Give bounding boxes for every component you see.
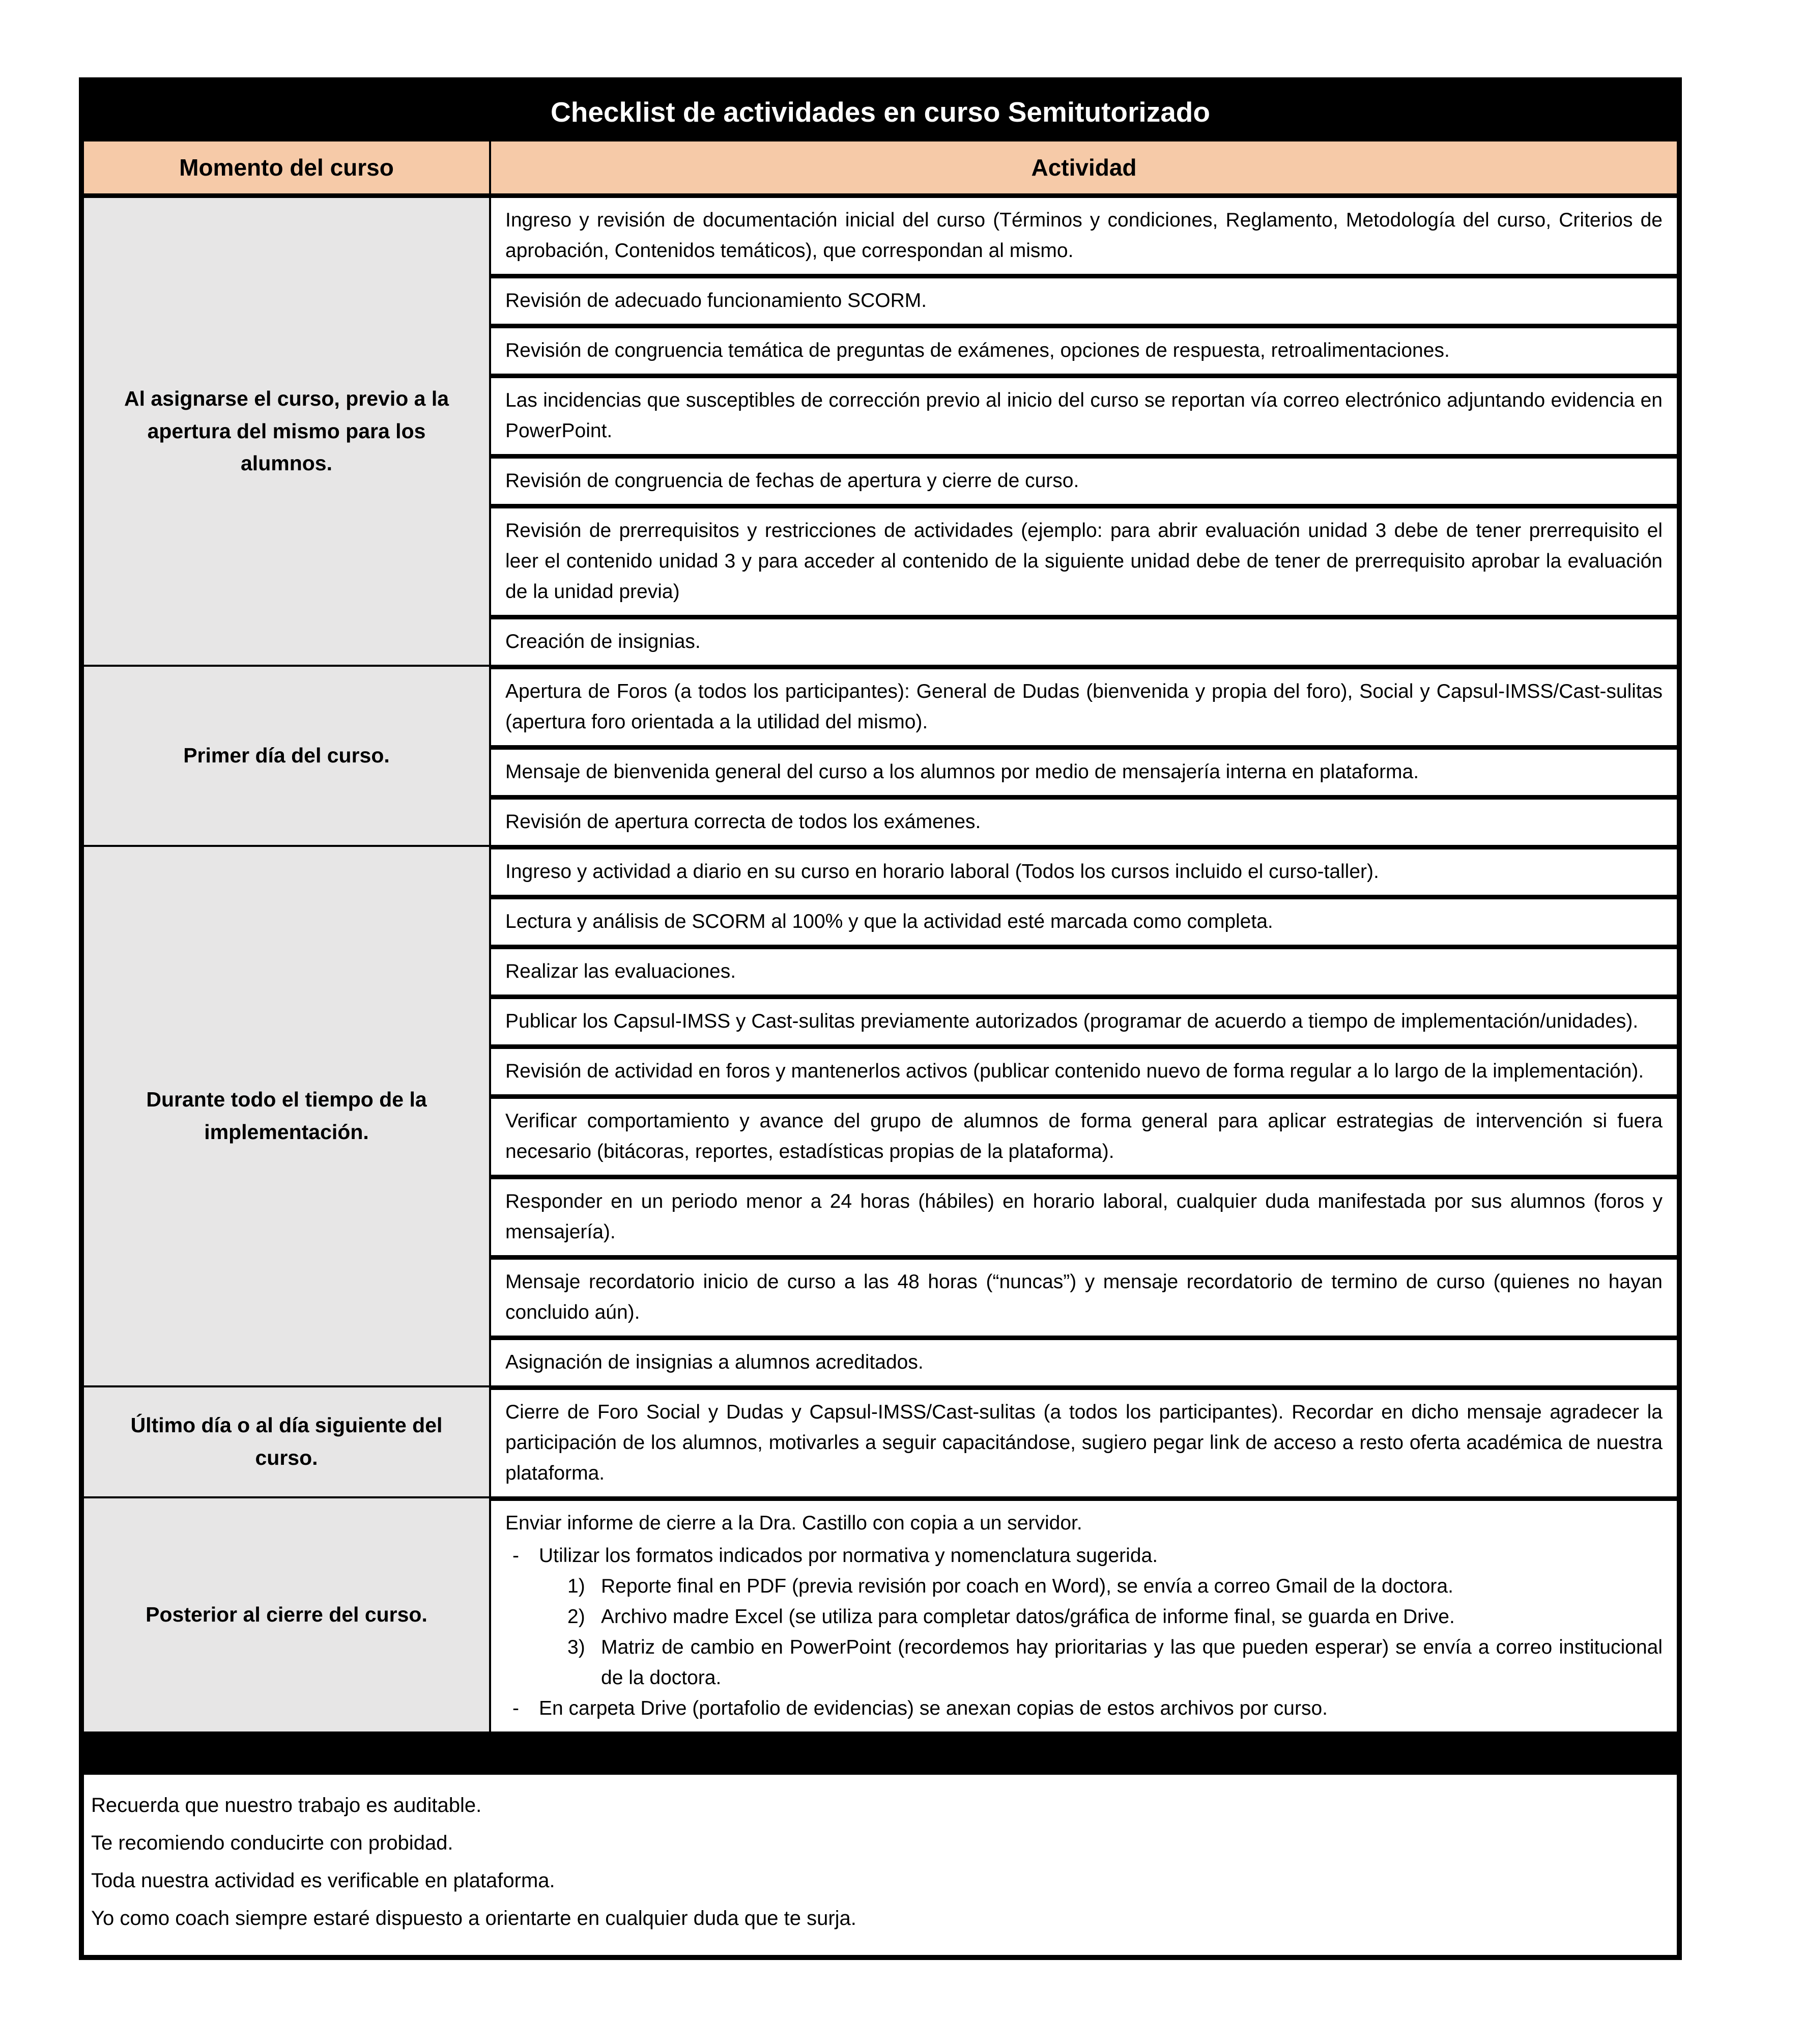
list-item	[505, 1571, 1663, 1602]
activity-cell: Mensaje de bienvenida general del curso a los alumnos por medio de mensajería interna en plataforma.	[491, 745, 1677, 795]
list-item-text: En carpeta Drive (portafolio de evidencias) se anexan copias de estos archivos por curso.	[539, 1697, 1328, 1719]
row-group-ultimo-dia	[84, 1385, 1677, 1496]
activity-cell: Revisión de prerrequisitos y restricciones de actividades (ejemplo: para abrir evaluación unidad 3 debe de tener prerrequisito el leer el contenido unidad 3 y para acceder al contenido de la siguiente unidad debe de tener de prerrequisito aprobar la evaluación de la unidad previa)	[491, 504, 1677, 615]
moment-cell: Posterior al cierre del curso.	[84, 1496, 491, 1731]
dash-bullet: -	[512, 1545, 519, 1567]
list-item-text: Matriz de cambio en PowerPoint (recordemos hay prioritarias y las que pueden esperar) se envía a correo institucional de la doctora.	[601, 1636, 1663, 1689]
number-marker: 2)	[567, 1606, 585, 1628]
footer-note: Yo como coach siempre estaré dispuesto a orientarte en cualquier duda que te surja.	[91, 1907, 856, 1929]
activity-cell: Mensaje recordatorio inicio de curso a las 48 horas (“nuncas”) y mensaje recordatorio de termino de curso (quienes no hayan concluido aún).	[491, 1255, 1677, 1336]
row-group-al-asignarse	[84, 198, 1677, 665]
list-item	[505, 1632, 1663, 1693]
activity-cell: Revisión de adecuado funcionamiento SCORM.	[491, 274, 1677, 324]
activity-cell: Asignación de insignias a alumnos acreditados.	[491, 1336, 1677, 1385]
activity-list	[491, 665, 1677, 845]
number-marker: 3)	[567, 1636, 585, 1658]
checklist-table	[79, 77, 1682, 1960]
section-divider-bar	[84, 1731, 1677, 1775]
number-marker: 1)	[567, 1575, 585, 1597]
activity-list	[491, 1496, 1677, 1731]
activity-list	[491, 1385, 1677, 1496]
footer-note: Toda nuestra actividad es verificable en plataforma.	[91, 1869, 555, 1892]
footer-note: Recuerda que nuestro trabajo es auditable.	[91, 1794, 482, 1816]
activity-cell: Responder en un periodo menor a 24 horas (hábiles) en horario laboral, cualquier duda manifestada por sus alumnos (foros y mensajería).	[491, 1175, 1677, 1255]
moment-cell: Último día o al día siguiente del curso.	[84, 1385, 491, 1496]
moment-cell: Primer día del curso.	[84, 665, 491, 845]
column-header-actividad: Actividad	[1031, 154, 1137, 181]
row-group-posterior-cierre	[84, 1496, 1677, 1731]
list-item-text: Archivo madre Excel (se utiliza para completar datos/gráfica de informe final, se guarda en Drive.	[601, 1606, 1455, 1628]
document-title: Checklist de actividades en curso Semitutorizado	[551, 96, 1210, 128]
activity-list	[491, 198, 1677, 665]
list-item-text: Reporte final en PDF (previa revisión por coach en Word), se envía a correo Gmail de la doctora.	[601, 1575, 1453, 1597]
footer-notes	[84, 1775, 1677, 1955]
activity-cell: Revisión de congruencia de fechas de apertura y cierre de curso.	[491, 454, 1677, 504]
activity-cell: Las incidencias que susceptibles de corrección previo al inicio del curso se reportan vía correo electrónico adjuntando evidencia en PowerPoint.	[491, 374, 1677, 454]
moment-cell: Durante todo el tiempo de la implementación.	[84, 845, 491, 1385]
activity-cell: Revisión de actividad en foros y mantenerlos activos (publicar contenido nuevo de forma regular a lo largo de la implementación).	[491, 1044, 1677, 1094]
row-group-primer-dia	[84, 665, 1677, 845]
posterior-intro: Enviar informe de cierre a la Dra. Castillo con copia a un servidor.	[505, 1512, 1082, 1534]
activity-cell: Revisión de congruencia temática de preguntas de exámenes, opciones de respuesta, retroalimentaciones.	[491, 324, 1677, 374]
moment-cell: Al asignarse el curso, previo a la apertura del mismo para los alumnos.	[84, 198, 491, 665]
activity-cell: Apertura de Foros (a todos los participantes): General de Dudas (bienvenida y propia del foro), Social y Capsul-IMSS/Cast-sulitas (apertura foro orientada a la utilidad del mismo).	[491, 669, 1677, 745]
activity-list	[491, 845, 1677, 1385]
activity-cell: Ingreso y revisión de documentación inicial del curso (Términos y condiciones, Reglamento, Metodología del curso, Criterios de aprobación, Contenidos temáticos), que correspondan al mismo.	[491, 198, 1677, 274]
list-item	[505, 1602, 1663, 1632]
table-header-row	[84, 141, 1677, 198]
list-item-text: Utilizar los formatos indicados por normativa y nomenclatura sugerida.	[539, 1545, 1158, 1567]
column-header-momento: Momento del curso	[84, 141, 491, 193]
activity-cell: Cierre de Foro Social y Dudas y Capsul-IMSS/Cast-sulitas (a todos los participantes). Recordar en dicho mensaje agradecer la participación de los alumnos, motivarles a seguir capacitándose, sugiero pegar link de acceso a resto oferta académica de nuestra plataforma.	[491, 1390, 1677, 1496]
list-item	[505, 1693, 1663, 1724]
title-bar	[84, 82, 1677, 141]
activity-cell: Publicar los Capsul-IMSS y Cast-sulitas previamente autorizados (programar de acuerdo a tiempo de implementación/unidades).	[491, 995, 1677, 1044]
activity-cell-posterior	[491, 1501, 1677, 1731]
activity-cell: Verificar comportamiento y avance del grupo de alumnos de forma general para aplicar estrategias de intervención si fuera necesario (bitácoras, reportes, estadísticas propias de la plataforma).	[491, 1094, 1677, 1175]
dash-bullet: -	[512, 1697, 519, 1719]
activity-cell: Creación de insignias.	[491, 615, 1677, 665]
row-group-durante-implementacion	[84, 845, 1677, 1385]
footer-note: Te recomiendo conducirte con probidad.	[91, 1832, 453, 1854]
activity-cell: Revisión de apertura correcta de todos los exámenes.	[491, 795, 1677, 845]
activity-cell: Realizar las evaluaciones.	[491, 945, 1677, 995]
list-item	[505, 1541, 1663, 1571]
activity-cell: Lectura y análisis de SCORM al 100% y que la actividad esté marcada como completa.	[491, 895, 1677, 945]
activity-cell: Ingreso y actividad a diario en su curso en horario laboral (Todos los cursos incluido el curso-taller).	[491, 849, 1677, 895]
